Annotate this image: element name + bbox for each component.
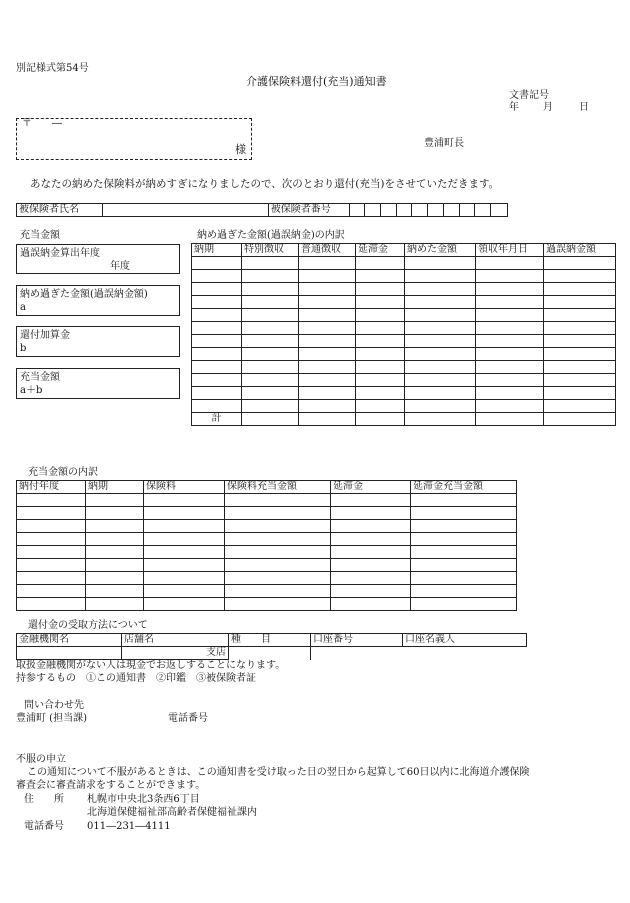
header-due-period: 納期 bbox=[86, 481, 144, 494]
table-row bbox=[17, 546, 517, 559]
overpaid-breakdown-title: 納め過ぎた金額(過誤納金)の内訳 bbox=[197, 230, 345, 241]
header-late-fee-applied: 延滞金充当金額 bbox=[411, 481, 517, 494]
table-row bbox=[17, 572, 517, 585]
table-row bbox=[192, 270, 616, 283]
refund-addition-label: 還付加算金 bbox=[20, 330, 70, 341]
overpaid-amount-label: 納め過ぎた金額(過誤納金額) bbox=[20, 289, 148, 300]
account-holder-cell bbox=[403, 647, 527, 660]
header-late-fee: 延滞金 bbox=[356, 244, 405, 257]
overpaid-amount-box bbox=[16, 285, 180, 316]
header-late-fee: 延滞金 bbox=[331, 481, 411, 494]
appeal-phone: 011―231―4111 bbox=[87, 821, 171, 832]
honorific: 様 bbox=[235, 143, 246, 156]
header-due-period: 納期 bbox=[192, 244, 242, 257]
appeal-body-line1: この通知について不服があるときは、この通知書を受け取った日の翌日から起算して60日以内に北海道介護保険 bbox=[27, 767, 530, 778]
applied-amount-section-title: 充当金額 bbox=[20, 230, 60, 241]
table-row bbox=[192, 296, 616, 309]
table-row bbox=[17, 533, 517, 546]
items-to-bring: 持参するもの ①この通知書 ②印鑑 ③被保険者証 bbox=[16, 673, 256, 684]
appeal-body-line2: 審査会に審査請求をすることができます。 bbox=[16, 780, 206, 791]
refund-addition-box bbox=[16, 326, 180, 357]
appeal-title: 不服の申立 bbox=[16, 754, 66, 765]
header-paid-amount: 納めた金額 bbox=[405, 244, 476, 257]
header-branch-name: 店舗名 bbox=[122, 634, 229, 647]
account-type-cell bbox=[229, 647, 311, 660]
issuer: 豊浦町長 bbox=[424, 138, 464, 149]
table-row bbox=[192, 309, 616, 322]
refund-method-title: 還付金の受取方法について bbox=[28, 620, 148, 631]
header-account-type: 種 目 bbox=[229, 634, 311, 647]
date-month-label: 月 bbox=[543, 102, 553, 113]
refund-addition-symbol: b bbox=[20, 343, 27, 354]
department: 北海道保健福祉部高齢者保健福祉課内 bbox=[87, 807, 257, 818]
fiscal-year-box bbox=[16, 244, 180, 274]
form-number: 別記様式第54号 bbox=[16, 63, 89, 74]
header-special-collection: 特別徴収 bbox=[242, 244, 299, 257]
table-row bbox=[192, 283, 616, 296]
header-receipt-date: 領収年月日 bbox=[476, 244, 544, 257]
table-row bbox=[17, 598, 517, 611]
contact-phone-label: 電話番号 bbox=[168, 713, 208, 724]
postal-mark: 〒 ― bbox=[22, 118, 62, 129]
table-row bbox=[17, 585, 517, 598]
table-row bbox=[192, 361, 616, 374]
applied-amount-box bbox=[16, 368, 180, 399]
fiscal-year-unit: 年度 bbox=[110, 261, 130, 272]
appeal-phone-label: 電話番号 bbox=[24, 821, 64, 832]
insured-number-label: 被保険者番号 bbox=[268, 204, 349, 217]
header-account-number: 口座番号 bbox=[311, 634, 403, 647]
header-payment-year: 納付年度 bbox=[17, 481, 86, 494]
insured-info-table bbox=[16, 203, 508, 217]
applied-amount-label: 充当金額 bbox=[20, 372, 60, 383]
header-overpaid-amount: 過誤納金額 bbox=[544, 244, 616, 257]
overpaid-symbol: a bbox=[20, 302, 26, 313]
header-account-holder: 口座名義人 bbox=[403, 634, 527, 647]
refund-method-table bbox=[16, 633, 527, 660]
header-premium: 保険料 bbox=[144, 481, 225, 494]
table-row bbox=[192, 400, 616, 413]
contact-title: 問い合わせ先 bbox=[24, 700, 84, 711]
table-row bbox=[192, 387, 616, 400]
table-row bbox=[17, 520, 517, 533]
table-row bbox=[17, 494, 517, 507]
applied-breakdown-title: 充当金額の内訳 bbox=[28, 467, 98, 478]
table-row bbox=[192, 257, 616, 270]
applied-breakdown-table bbox=[16, 480, 517, 611]
address: 札幌市中央北3条西6丁目 bbox=[87, 794, 200, 805]
cash-note: 取扱金融機関がない人は現金でお返しすることになります。 bbox=[16, 660, 286, 671]
doc-number-label: 文書記号 bbox=[509, 90, 549, 101]
branch-cell: 支店 bbox=[122, 647, 229, 660]
table-row bbox=[192, 413, 616, 426]
date-year-label: 年 bbox=[509, 102, 519, 113]
table-row bbox=[17, 559, 517, 572]
fiscal-year-label: 過誤納金算出年度 bbox=[20, 248, 100, 259]
intro-text: あなたの納めた保険料が納めすぎになりましたので、次のとおり還付(充当)をさせていただきます。 bbox=[30, 178, 500, 190]
table-row bbox=[192, 335, 616, 348]
applied-amount-symbol: a＋b bbox=[20, 385, 43, 396]
header-premium-applied: 保険料充当金額 bbox=[225, 481, 331, 494]
header-bank-name: 金融機関名 bbox=[17, 634, 122, 647]
table-row bbox=[17, 507, 517, 520]
table-row bbox=[192, 374, 616, 387]
bank-name-cell bbox=[17, 647, 122, 660]
header-ordinary-collection: 普通徴収 bbox=[299, 244, 356, 257]
insured-name-cell bbox=[103, 204, 269, 217]
contact-office: 豊浦町 (担当課) bbox=[16, 713, 87, 724]
account-number-cell bbox=[311, 647, 403, 660]
document-title: 介護保険料還付(充当)通知書 bbox=[246, 75, 387, 88]
table-row bbox=[192, 322, 616, 335]
address-label: 住 所 bbox=[24, 794, 64, 805]
table-row bbox=[192, 348, 616, 361]
date-day-label: 日 bbox=[579, 102, 589, 113]
total-label: 計 bbox=[192, 413, 242, 426]
insured-name-label: 被保険者氏名 bbox=[17, 204, 103, 217]
overpaid-breakdown-table bbox=[191, 243, 616, 426]
